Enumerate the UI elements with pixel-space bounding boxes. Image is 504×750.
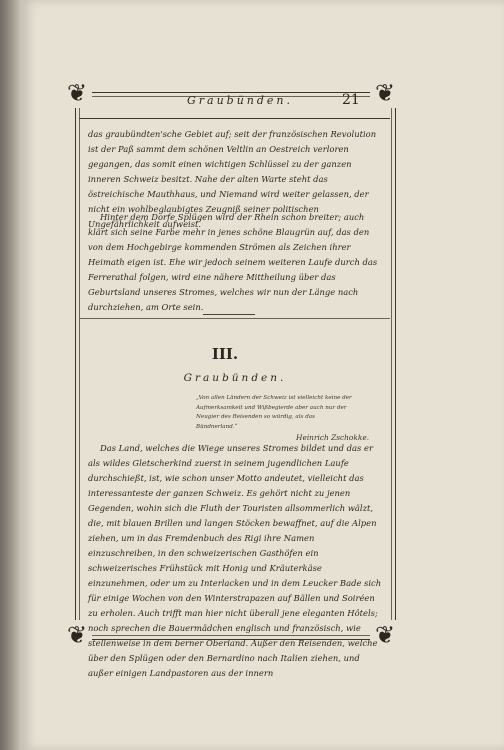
motto-author: Heinrich Zschokke. [296, 433, 370, 442]
corner-ornament-icon: ❦ [370, 620, 400, 650]
header-rule [79, 118, 390, 119]
section-rule [79, 318, 390, 319]
section-divider [203, 314, 255, 315]
paragraph-1: das graubündten'sche Gebiet auf; seit der französischen Revolution ist der Paß sammt dem schönen Veltlin an Oestreich verloren gegangen, das somit einen wichtigen Schlüssel zu der ganzen inneren Schweiz besitzt. Nahe der alten Warte steht das östreichische Mauthhaus, und Niemand wird weiter gelassen, der nicht ein wohlbeglaubigtes Zeugniß seiner politischen Ungefährlichkeit aufweist. [88, 129, 377, 229]
corner-ornament-icon: ❦ [62, 620, 92, 650]
corner-ornament-icon: ❦ [370, 78, 400, 108]
section-title: Graubünden. [183, 372, 287, 384]
running-title: Graubünden. [186, 94, 294, 107]
section-paragraph: Das Land, welches die Wiege unseres Stromes bildet und das er als wildes Gletscherkind zuerst in seinem jugendlichen Laufe durchschießt, ist, wie schon unser Motto andeutet, vielleicht das interessanteste der ganzen Schweiz. Es gehört nicht zu jenen Gegenden, wohin sich die Fluth der Touristen allsommerlich wälzt, die, mit blauen Brillen und langen Stöcken bewaffnet, auf die Alpen ziehen, um in das Fremdenbuch des Rigi ihre Namen einzuschreiben, in den schweizerischen Gasthöfen ein schweizerisches Frühstück mit Honig und Kräuterkäse einzunehmen, oder um zu Interlacken und in dem Leucker Bade sich für einige Wochen von den Winterstrapazen auf Bällen und Soiréen zu erholen. Auch trifft man hier nicht überall jene eleganten Hôtels; noch sprechen die Bauermädchen englisch und französisch, wie stellenweise in dem berner Oberland. Außer den Reisenden, welche über den Splügen oder den Bernardino nach Italien ziehen, und außer einigen Landpastoren aus der innern [88, 443, 382, 678]
page-number: 21 [342, 92, 360, 108]
section-number: III. [211, 345, 239, 363]
corner-ornament-icon: ❦ [62, 78, 92, 108]
paragraph-2: Hinter dem Dorfe Splügen wird der Rhein schon breiter; auch klärt sich seine Farbe mehr in jenes schöne Blaugrün auf, das den von dem Hochgebirge kommenden Strömen als Zeichen ihrer Heimath eigen ist. Ehe wir jedoch seinem weiteren Laufe durch das Ferrerathal folgen, wird eine nähere Mittheilung über das Geburtsland unseres Stromes, welches wir nun der Länge nach durchziehen, am Orte sein. [88, 212, 378, 312]
motto-quote: „Von allen Ländern der Schweiz ist vielleicht keine der Aufmerksamkeit und Wißbegierde aber auch nur der Neugier des Reisenden so würdig, als das Bündnerland.“ [196, 395, 352, 430]
